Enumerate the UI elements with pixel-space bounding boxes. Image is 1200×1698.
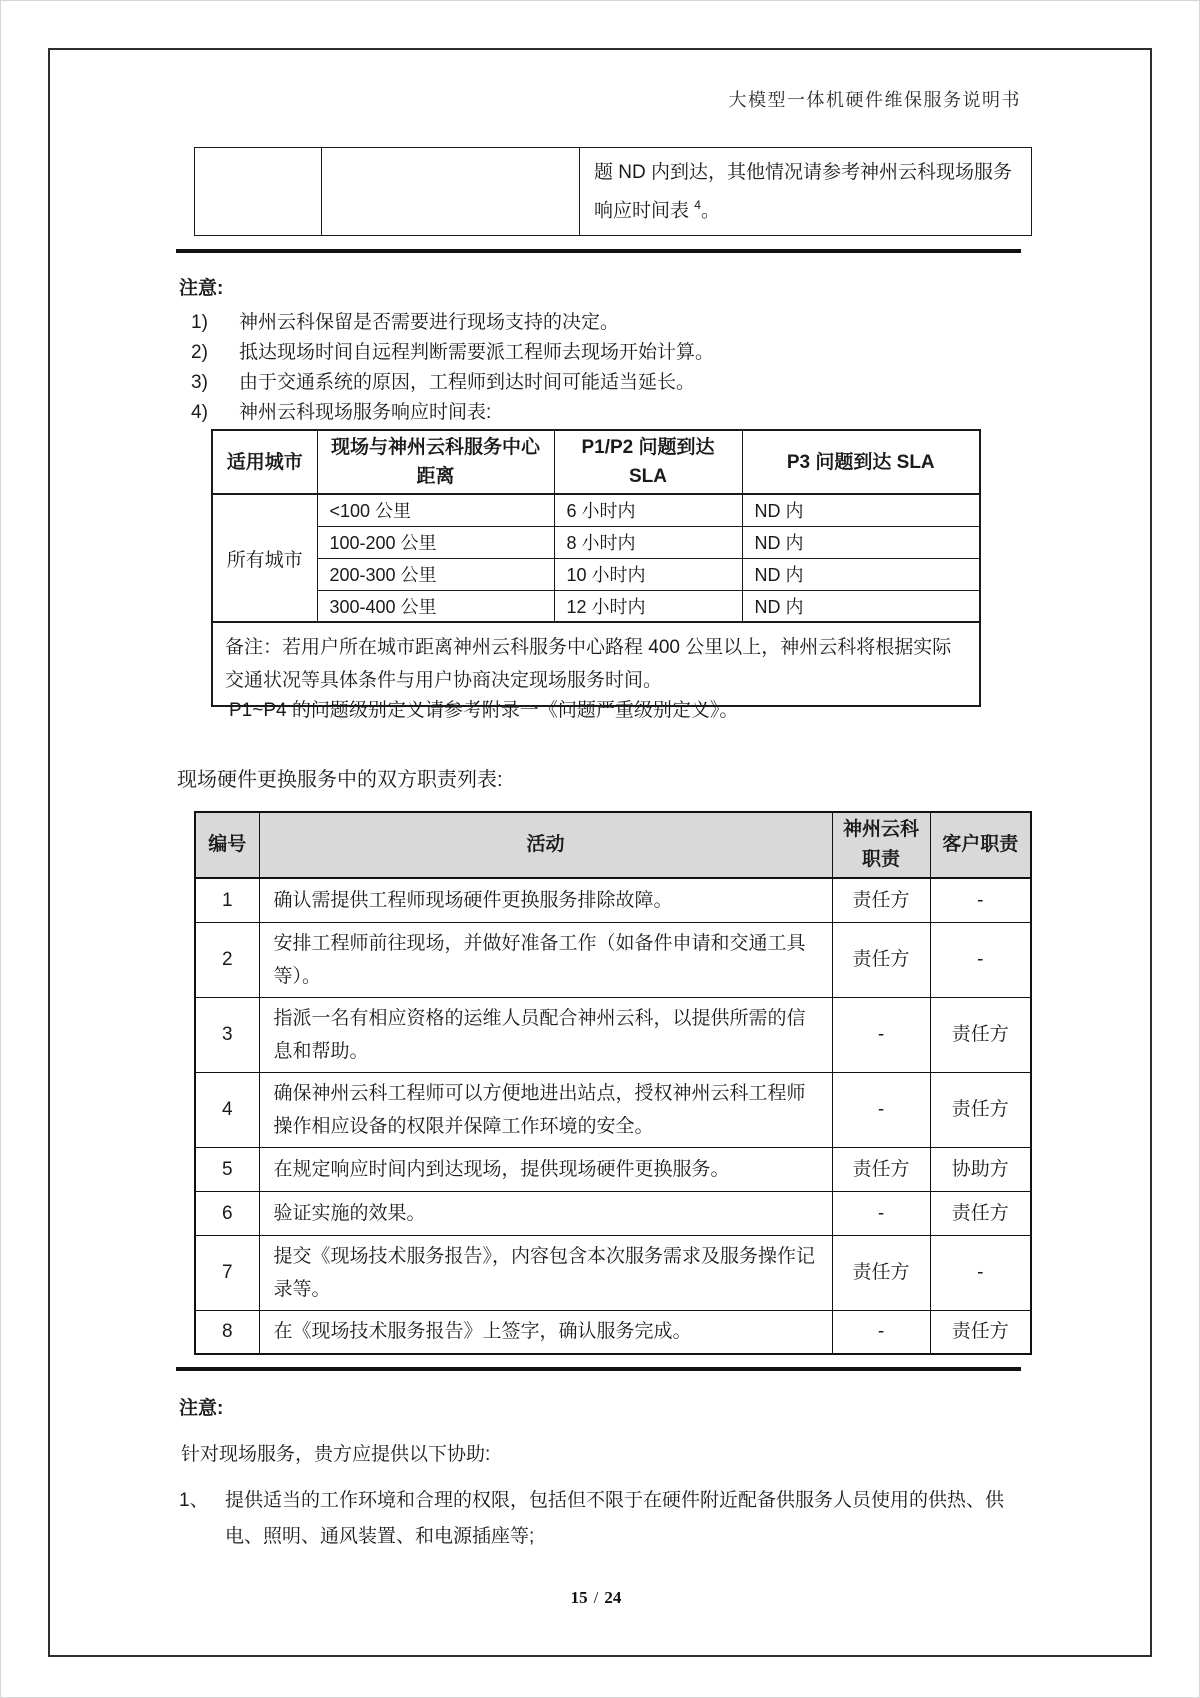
resp-customer-cell: - xyxy=(930,1235,1031,1310)
sla-p1p2-cell: 6 小时内 xyxy=(554,494,742,526)
list-item xyxy=(191,308,1021,338)
sla-p1p2-cell: 12 小时内 xyxy=(554,590,742,622)
sla-p3-cell: ND 内 xyxy=(742,558,980,590)
sla-distance-cell: 300-400 公里 xyxy=(317,590,554,622)
list-item xyxy=(191,338,1021,368)
table-row xyxy=(212,558,980,590)
list-item-text: 神州云科现场服务响应时间表: xyxy=(239,402,492,423)
carryover-cell-empty-2 xyxy=(322,148,580,236)
carryover-table xyxy=(194,147,1032,236)
table-row xyxy=(195,878,1031,922)
resp-dck-cell: - xyxy=(832,997,930,1072)
table-row xyxy=(195,1235,1031,1310)
sla-header-city: 适用城市 xyxy=(212,430,317,494)
table-row xyxy=(195,1147,1031,1191)
resp-activity-cell: 安排工程师前往现场，并做好准备工作（如备件申请和交通工具等）。 xyxy=(259,922,832,997)
resp-customer-cell: 责任方 xyxy=(930,1191,1031,1235)
sla-header-row xyxy=(212,430,980,494)
list-item-text: 提供适当的工作环境和合理的权限，包括但不限于在硬件附近配备供服务人员使用的供热、供电、照明、通风装置、和电源插座等; xyxy=(225,1490,1005,1547)
carryover-text: 题 ND 内到达，其他情况请参考神州云科现场服务响应时间表 xyxy=(594,162,1013,222)
list-item-text: 神州云科保留是否需要进行现场支持的决定。 xyxy=(239,312,620,333)
resp-header-activity: 活动 xyxy=(259,812,832,878)
carryover-tail: 。 xyxy=(700,200,720,222)
resp-number-cell: 6 xyxy=(195,1191,259,1235)
list-item-number: 4) xyxy=(191,402,208,423)
carryover-cell-empty-1 xyxy=(195,148,322,236)
list-item-text: 抵达现场时间自远程判断需要派工程师去现场开始计算。 xyxy=(239,342,715,363)
section-divider-bottom xyxy=(176,1367,1021,1371)
bottom-notes-label: 注意: xyxy=(179,1398,224,1419)
sla-p3-cell: ND 内 xyxy=(742,526,980,558)
table-row xyxy=(212,526,980,558)
table-row xyxy=(195,1310,1031,1354)
sla-header-distance: 现场与神州云科服务中心距离 xyxy=(317,430,554,494)
resp-dck-cell: 责任方 xyxy=(832,1147,930,1191)
page-number-total: 24 xyxy=(604,1588,622,1607)
resp-activity-cell: 指派一名有相应资格的运维人员配合神州云科，以提供所需的信息和帮助。 xyxy=(259,997,832,1072)
list-item-number: 3) xyxy=(191,372,208,393)
assistance-intro: 针对现场服务，贵方应提供以下协助: xyxy=(181,1444,491,1465)
resp-customer-cell: 责任方 xyxy=(930,1072,1031,1147)
carryover-row xyxy=(195,148,1032,236)
table-row xyxy=(195,922,1031,997)
resp-activity-cell: 确保神州云科工程师可以方便地进出站点，授权神州云科工程师操作相应设备的权限并保障工作环境的安全。 xyxy=(259,1072,832,1147)
resp-header-dck: 神州云科职责 xyxy=(832,812,930,878)
sla-p1p2-cell: 8 小时内 xyxy=(554,526,742,558)
sla-p3-cell: ND 内 xyxy=(742,590,980,622)
resp-dck-cell: - xyxy=(832,1310,930,1354)
table-row xyxy=(195,997,1031,1072)
page-footer xyxy=(171,1588,1021,1608)
responsibilities-heading: 现场硬件更换服务中的双方职责列表: xyxy=(177,769,503,791)
resp-number-cell: 2 xyxy=(195,922,259,997)
resp-customer-cell: 责任方 xyxy=(930,997,1031,1072)
table-row xyxy=(212,494,980,526)
resp-activity-cell: 确认需提供工程师现场硬件更换服务排除故障。 xyxy=(259,878,832,922)
list-item xyxy=(179,1483,1027,1555)
resp-activity-cell: 在《现场技术服务报告》上签字，确认服务完成。 xyxy=(259,1310,832,1354)
notes-list xyxy=(191,308,1021,428)
sla-city-cell: 所有城市 xyxy=(212,494,317,622)
table-row xyxy=(195,1072,1031,1147)
resp-number-cell: 1 xyxy=(195,878,259,922)
resp-customer-cell: - xyxy=(930,878,1031,922)
list-item-number: 1) xyxy=(191,312,208,333)
sla-remark-cell: 备注：若用户所在城市距离神州云科服务中心路程 400 公里以上，神州云科将根据实际交通状况等具体条件与用户协商决定现场服务时间。 xyxy=(212,622,980,706)
resp-number-cell: 4 xyxy=(195,1072,259,1147)
list-item xyxy=(191,398,1021,428)
resp-customer-cell: 责任方 xyxy=(930,1310,1031,1354)
resp-activity-cell: 提交《现场技术服务报告》，内容包含本次服务需求及服务操作记录等。 xyxy=(259,1235,832,1310)
list-item-number: 1、 xyxy=(179,1490,209,1511)
resp-customer-cell: - xyxy=(930,922,1031,997)
resp-number-cell: 5 xyxy=(195,1147,259,1191)
resp-customer-cell: 协助方 xyxy=(930,1147,1031,1191)
document-header-title: 大模型一体机硬件维保服务说明书 xyxy=(728,90,1021,110)
page-number-separator: / xyxy=(593,1588,599,1607)
resp-number-cell: 8 xyxy=(195,1310,259,1354)
sla-p3-cell: ND 内 xyxy=(742,494,980,526)
resp-number-cell: 7 xyxy=(195,1235,259,1310)
table-row xyxy=(212,590,980,622)
resp-dck-cell: - xyxy=(832,1072,930,1147)
section-divider-top xyxy=(176,249,1021,253)
severity-definition-note: P1~P4 的问题级别定义请参考附录一《问题严重级别定义》。 xyxy=(229,700,739,721)
list-item xyxy=(191,368,1021,398)
resp-number-cell: 3 xyxy=(195,997,259,1072)
resp-header-number: 编号 xyxy=(195,812,259,878)
sla-table xyxy=(211,429,981,707)
page-number-current: 15 xyxy=(570,1588,588,1607)
resp-activity-cell: 在规定响应时间内到达现场，提供现场硬件更换服务。 xyxy=(259,1147,832,1191)
resp-header-customer: 客户职责 xyxy=(930,812,1031,878)
table-row xyxy=(195,1191,1031,1235)
sla-header-p1p2: P1/P2 问题到达 SLA xyxy=(554,430,742,494)
sla-distance-cell: 100-200 公里 xyxy=(317,526,554,558)
list-item-number: 2) xyxy=(191,342,208,363)
sla-distance-cell: 200-300 公里 xyxy=(317,558,554,590)
list-item-text: 由于交通系统的原因，工程师到达时间可能适当延长。 xyxy=(239,372,696,393)
sla-remark-row xyxy=(212,622,980,706)
sla-distance-cell: <100 公里 xyxy=(317,494,554,526)
footnote-ref: 4 xyxy=(694,198,701,212)
resp-dck-cell: 责任方 xyxy=(832,1235,930,1310)
resp-header-row xyxy=(195,812,1031,878)
resp-dck-cell: 责任方 xyxy=(832,878,930,922)
resp-dck-cell: - xyxy=(832,1191,930,1235)
resp-dck-cell: 责任方 xyxy=(832,922,930,997)
resp-activity-cell: 验证实施的效果。 xyxy=(259,1191,832,1235)
sla-header-p3: P3 问题到达 SLA xyxy=(742,430,980,494)
notes-label: 注意: xyxy=(179,278,224,299)
sla-p1p2-cell: 10 小时内 xyxy=(554,558,742,590)
responsibilities-table xyxy=(194,811,1032,1355)
carryover-cell-text xyxy=(580,148,1032,236)
